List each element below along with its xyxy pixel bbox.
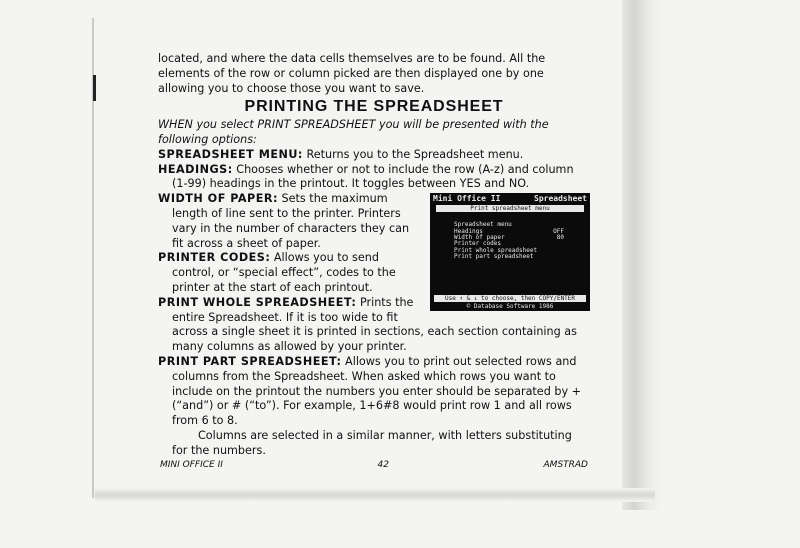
entry-label: HEADINGS: [158, 162, 233, 176]
menu-label: Headings [454, 227, 483, 235]
section-heading: PRINTING THE SPREADSHEET [244, 98, 504, 116]
entry-spreadsheet-menu [158, 148, 590, 163]
entry-text: Allows you to print out selected rows and columns from the Spreadsheet. When asked which rows you want to include on the printout the numbers you enter should be separated by + (“and”) or # (“to”). For example, 1+6#8 would print row 1 and all rows from 6 to 8. [172, 354, 581, 428]
page-number: 42 [377, 460, 389, 470]
menu-value: 80 [556, 233, 564, 241]
entry-headings [158, 163, 590, 193]
menu-label: Printer codes [454, 240, 501, 248]
screen-title-right: Spreadsheet [534, 194, 587, 204]
screen-menu [430, 212, 590, 260]
entry-label: WIDTH OF PAPER: [158, 192, 278, 206]
menu-label: Width of paper [454, 233, 505, 241]
entry-text: Sets the maximum length of line sent to the printer. Printers vary in the number of characters they can fit across a sheet of paper. [172, 192, 410, 250]
menu-label: Print whole spreadsheet [454, 246, 538, 254]
scan-edge-bottom [95, 488, 655, 502]
page-footer [160, 460, 588, 470]
columns-paragraph: Columns are selected in a similar manner, with letters substituting for the numbers. [172, 428, 572, 457]
menu-label: Print part spreadsheet [454, 253, 534, 261]
scan-mark [93, 75, 96, 101]
entry-text: Allows you to send control, or “special effect”, codes to the printer at the start of each printout. [172, 251, 396, 294]
entry-text: Returns you to the Spreadsheet menu. [302, 147, 524, 161]
menu-label: Spreadsheet menu [454, 221, 512, 229]
screen-title-left: Mini Office II [433, 194, 501, 204]
manual-page [158, 52, 590, 459]
screen-footer-bar: Use ↑ & ↓ to choose, then COPY/ENTER [434, 295, 586, 302]
screen-title-bar [430, 193, 590, 205]
entry-print-part [158, 355, 590, 429]
menu-value: OFF [553, 227, 564, 235]
scan-edge-right [622, 0, 662, 510]
footer-left: MINI OFFICE II [160, 460, 223, 470]
entry-label: PRINTER CODES: [158, 251, 271, 265]
screen-subtitle: Print spreadsheet menu [436, 205, 584, 212]
screen-menu-item [454, 254, 564, 260]
entry-label: SPREADSHEET MENU: [158, 147, 303, 161]
entry-label: PRINT PART SPREADSHEET: [158, 354, 342, 368]
intro-paragraph: located, and where the data cells themselves are to be found. All the elements of the row or column picked are then displayed one by one allowing you to choose those you want to save. [158, 52, 546, 95]
screenshot-print-menu [430, 193, 590, 311]
screen-credit: © Database Software 1986 [466, 302, 554, 310]
entry-label: PRINT WHOLE SPREADSHEET: [158, 295, 357, 309]
entry-text: Prints the entire Spreadsheet. If it is too wide to fit across a single sheet it is printed in sections, each section containing as many columns as allowed by your printer. [172, 295, 577, 354]
entry-text: Chooses whether or not to include the row (A-z) and column (1-99) headings in the printout. It toggles between YES and NO. [172, 162, 574, 191]
footer-right: AMSTRAD [543, 460, 588, 470]
lead-paragraph: WHEN you select PRINT SPREADSHEET you will be presented with the following options: [158, 118, 549, 146]
